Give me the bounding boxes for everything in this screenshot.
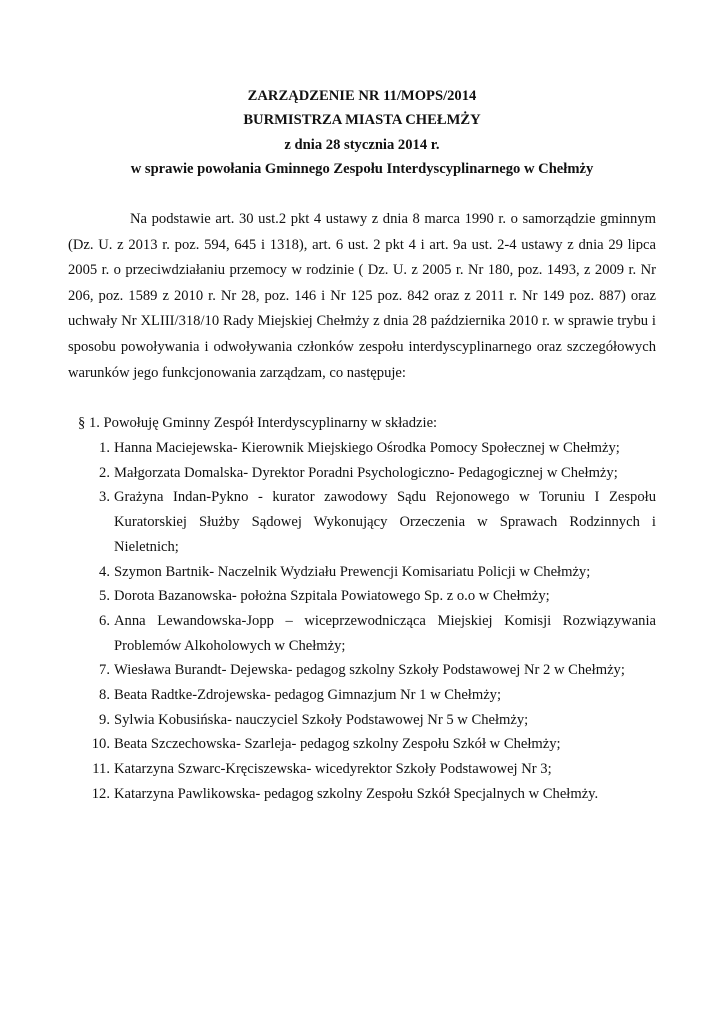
list-item [0, 757, 724, 782]
list-item [0, 485, 724, 559]
legal-basis-paragraph: Na podstawie art. 30 ust.2 pkt 4 ustawy z dnia 8 marca 1990 r. o samorządzie gminnym (Dz. U. z 2013 r. poz. 594, 645 i 1318), art. 6 ust. 2 pkt 4 i art. 9a ust. 2-4 ustawy z dnia 29 lipca 2005 r. o przeciwdziałaniu przemocy w rodzinie ( Dz. U. z 2005 r. Nr 180, poz. 1493, z 2009 r. Nr 206, poz. 1589 z 2010 r. Nr 28, poz. 146 i Nr 125 poz. 842 oraz z 2011 r. Nr 149 poz. 887) oraz uchwały Nr XLIII/318/10 Rady Miejskiej Chełmży z dnia 28 października 2010 r. w sprawie trybu i sposobu powoływania i odwoływania członków zespołu interdyscyplinarnego oraz szczegółowych warunków jego funkcjonowania zarządzam, co następuje: [68, 211, 656, 381]
list-item-text: Wiesława Burandt- Dejewska- pedagog szkolny Szkoły Podstawowej Nr 2 w Chełmży; [114, 662, 625, 679]
list-item [0, 436, 724, 461]
list-item [0, 658, 724, 683]
list-item [0, 782, 724, 807]
list-item-text: Hanna Maciejewska- Kierownik Miejskiego Ośrodka Pomocy Społecznej w Chełmży; [114, 440, 620, 456]
list-item-text: Beata Szczechowska- Szarleja- pedagog szkolny Zespołu Szkół w Chełmży; [114, 736, 561, 753]
list-item-number: 7. [99, 662, 110, 679]
list-item-number: 11. [92, 761, 110, 778]
list-item [0, 732, 724, 757]
list-item-text: Szymon Bartnik- Naczelnik Wydziału Prewencji Komisariatu Policji w Chełmży; [114, 563, 591, 580]
ordinance-subject: w sprawie powołania Gminnego Zespołu Interdyscyplinarnego w Chełmży [130, 160, 594, 177]
list-item-text: Dorota Bazanowska- położna Szpitala Powiatowego Sp. z o.o w Chełmży; [114, 588, 550, 605]
list-item-number: 8. [99, 687, 110, 704]
list-item-number: 5. [99, 588, 110, 605]
list-item-text: Małgorzata Domalska- Dyrektor Poradni Psychologiczno- Pedagogicznej w Chełmży; [114, 464, 618, 481]
issuer: BURMISTRZA MIASTA CHEŁMŻY [243, 112, 481, 129]
list-item-text: Katarzyna Pawlikowska- pedagog szkolny Zespołu Szkół Specjalnych w Chełmży. [114, 785, 599, 802]
list-item-number: 9. [99, 711, 110, 728]
list-item-number: 12. [91, 785, 110, 802]
section-1-heading: § 1. Powołuję Gminny Zespół Interdyscyplinarny w składzie: [78, 415, 438, 431]
list-item-text: Katarzyna Szwarc-Kręciszewska- wicedyrektor Szkoły Podstawowej Nr 3; [114, 761, 552, 778]
list-item-text: Anna Lewandowska-Jopp – wiceprzewodnicząca Miejskiej Komisji Rozwiązywania Problemów Alkoholowych w Chełmży; [114, 612, 656, 654]
list-item-number: 6. [99, 612, 110, 629]
list-item [0, 584, 724, 609]
list-item-number: 10. [91, 736, 110, 753]
list-item-number: 4. [99, 563, 110, 580]
list-item-number: 2. [99, 464, 110, 481]
list-item [0, 461, 724, 486]
ordinance-date: z dnia 28 stycznia 2014 r. [284, 136, 440, 153]
list-item [0, 609, 724, 658]
list-item [0, 560, 724, 585]
list-item-text: Beata Radtke-Zdrojewska- pedagog Gimnazjum Nr 1 w Chełmży; [114, 687, 502, 704]
list-item-number: 3. [99, 489, 110, 506]
document-header [0, 84, 724, 181]
members-list [0, 436, 724, 807]
list-item [0, 683, 724, 708]
list-item-text: Sylwia Kobusińska- nauczyciel Szkoły Podstawowej Nr 5 w Chełmży; [114, 711, 529, 728]
list-item-text: Grażyna Indan-Pykno - kurator zawodowy Sądu Rejonowego w Toruniu I Zespołu Kuratorskiej Służby Sądowej Wykonujący Orzeczenia w Sprawach Rodzinnych i Nieletnich; [114, 489, 656, 555]
list-item-number: 1. [99, 440, 110, 456]
ordinance-number: ZARZĄDZENIE NR 11/MOPS/2014 [247, 88, 477, 104]
list-item [0, 708, 724, 733]
